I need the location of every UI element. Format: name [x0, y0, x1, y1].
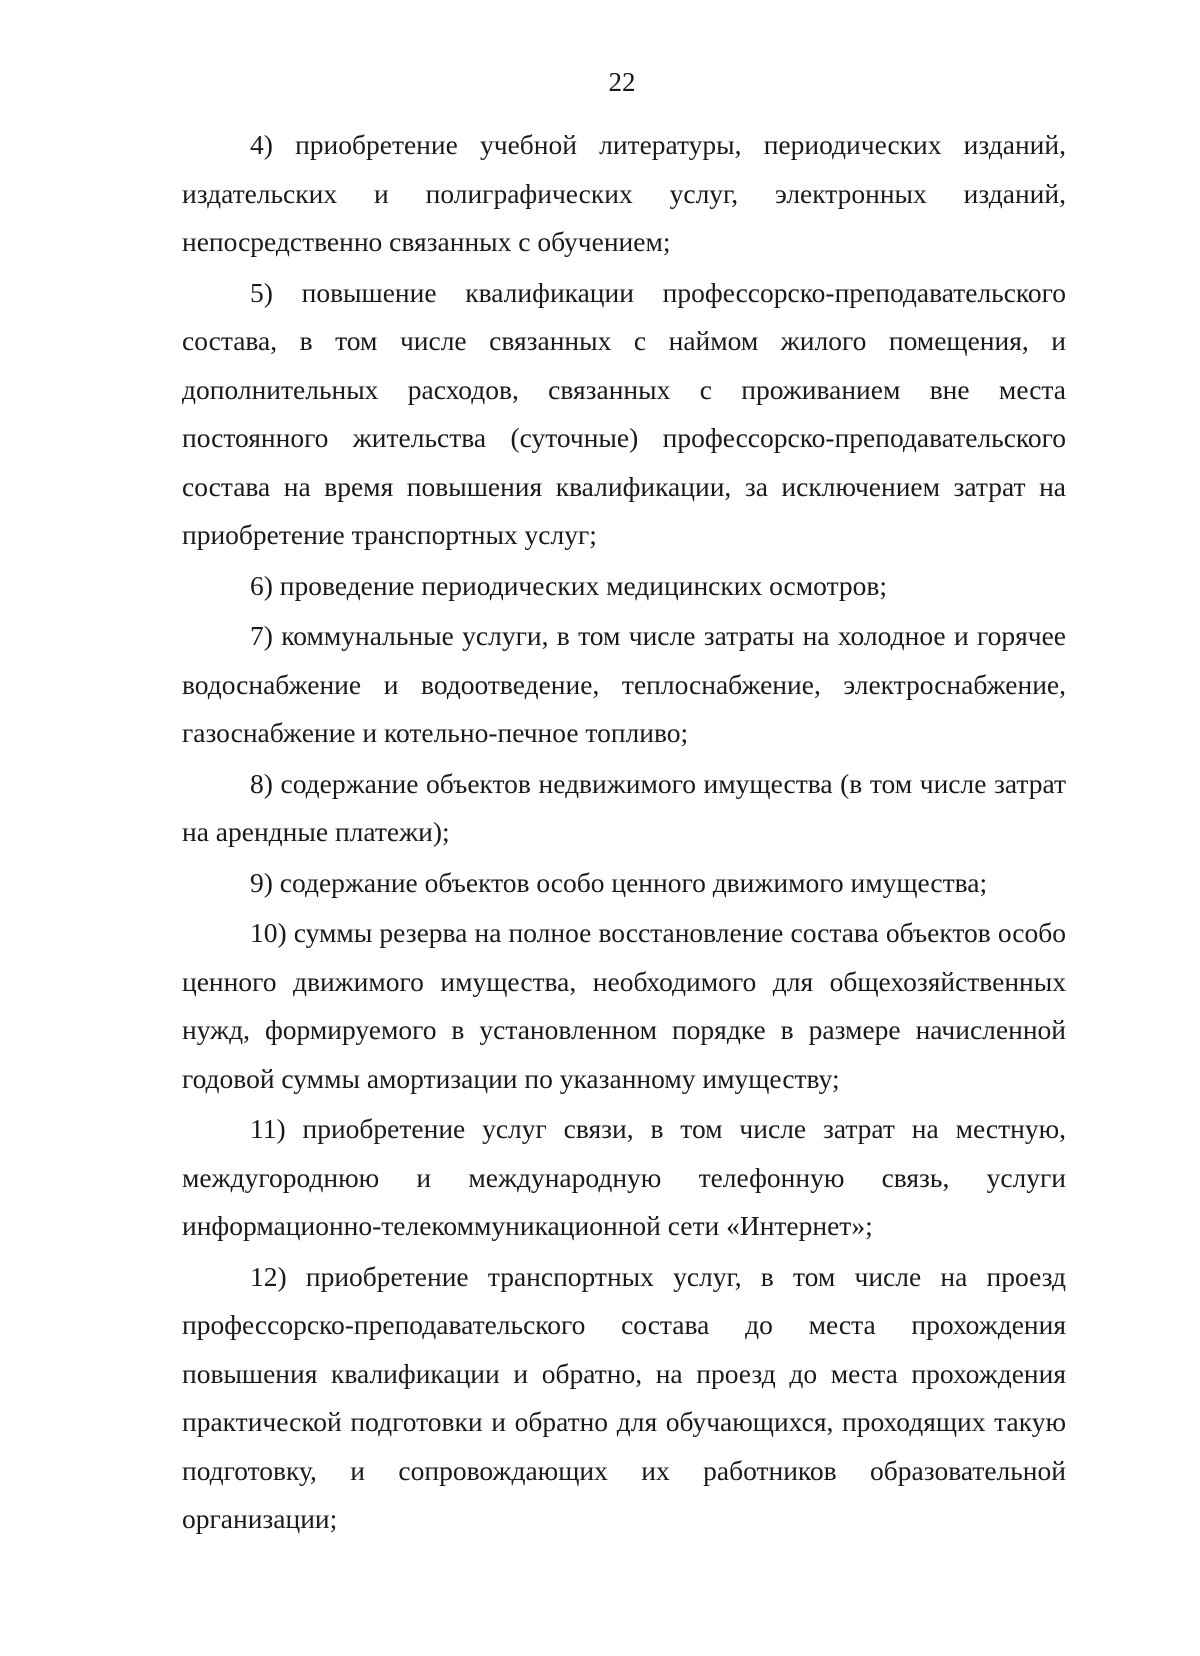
- page-number: 22: [608, 67, 636, 97]
- list-item-10: 10) суммы резерва на полное восстановление состава объектов особо ценного движимого имущества, необходимого для общехозяйственных нужд, формируемого в установленном порядке в размере начисленной годовой суммы амортизации по указанному имуществу;: [182, 917, 1066, 1094]
- list-item-4: 4) приобретение учебной литературы, периодических изданий, издательских и полиграфических услуг, электронных изданий, непосредственно связанных с обучением;: [182, 129, 1066, 257]
- list-item-12: 12) приобретение транспортных услуг, в том числе на проезд профессорско-преподавательского состава до места прохождения повышения квалификации и обратно, на проезд до места прохождения практической подготовки и обратно для обучающихся, проходящих такую подготовку, и сопровождающих их работников образовательной организации;: [182, 1260, 1066, 1534]
- document-body: [182, 121, 1066, 1546]
- list-item-8: 8) содержание объектов недвижимого имущества (в том числе затрат на арендные платежи);: [182, 767, 1066, 847]
- list-item-6: 6) проведение периодических медицинских осмотров;: [250, 569, 887, 601]
- list-item-5: 5) повышение квалификации профессорско-преподавательского состава, в том числе связанных с наймом жилого помещения, и дополнительных расходов, связанных с проживанием вне места постоянного жительства (суточные) профессорско-преподавательского состава на время повышения квалификации, за исключением затрат на приобретение транспортных услуг;: [182, 276, 1066, 550]
- list-item-7: 7) коммунальные услуги, в том числе затраты на холодное и горячее водоснабжение и водоотведение, теплоснабжение, электроснабжение, газоснабжение и котельно-печное топливо;: [182, 620, 1066, 748]
- list-item-11: 11) приобретение услуг связи, в том числе затрат на местную, междугороднюю и международную телефонную связь, услуги информационно-телекоммуникационной сети «Интернет»;: [182, 1113, 1066, 1241]
- list-item-9: 9) содержание объектов особо ценного движимого имущества;: [250, 866, 988, 898]
